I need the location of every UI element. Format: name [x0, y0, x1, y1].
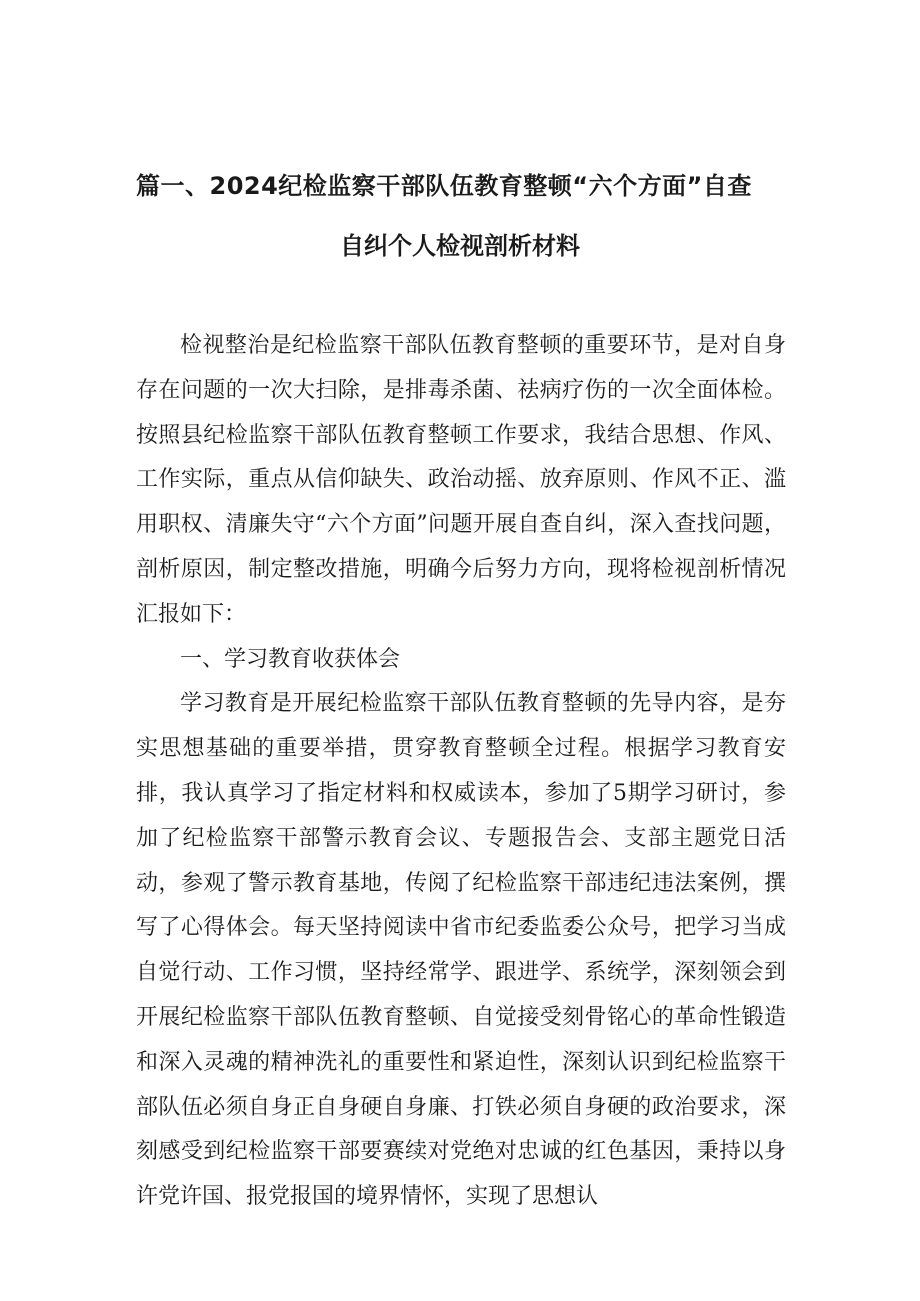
intro-paragraph: 检视整治是纪检监察干部队伍教育整顿的重要环节，是对自身存在问题的一次大扫除，是排毒杀菌、祛病疗伤的一次全面体检。按照县纪检监察干部队伍教育整顿工作要求，我结合思想、作风、工作实际，重点从信仰缺失、政治动摇、放弃原则、作风不正、滥用职权、清廉失守“六个方面”问题开展自查自纠，深入查找问题，剖析原因，制定整改措施，明确今后努力方向，现将检视剖析情况汇报如下：	[136, 333, 786, 627]
document-title-line-1: 篇一、2024纪检监察干部队伍教育整顿“六个方面”自查	[136, 172, 752, 200]
document-body	[136, 324, 786, 1220]
section-paragraph: 学习教育是开展纪检监察干部队伍教育整顿的先导内容，是夯实思想基础的重要举措，贯穿教育整顿全过程。根据学习教育安排，我认真学习了指定材料和权威读本，参加了5期学习研讨，参加了纪检监察干部警示教育会议、专题报告会、支部主题党日活动，参观了警示教育基地，传阅了纪检监察干部违纪违法案例，撰写了心得体会。每天坚持阅读中省市纪委监委公众号，把学习当成自觉行动、工作习惯，坚持经常学、跟进学、系统学，深刻领会到开展纪检监察干部队伍教育整顿、自觉接受刻骨铭心的革命性锻造和深入灵魂的精神洗礼的重要性和紧迫性，深刻认识到纪检监察干部队伍必须自身正自身硬自身廉、打铁必须自身硬的政治要求，深刻感受到纪检监察干部要赛续对党绝对忠诚的红色基因，秉持以身许党许国、报党报国的境界情怀，实现了思想认	[136, 691, 786, 1210]
document-title-line-2: 自纠个人检视剖析材料	[340, 232, 580, 260]
section-heading: 一、学习教育收获体会	[180, 646, 401, 672]
